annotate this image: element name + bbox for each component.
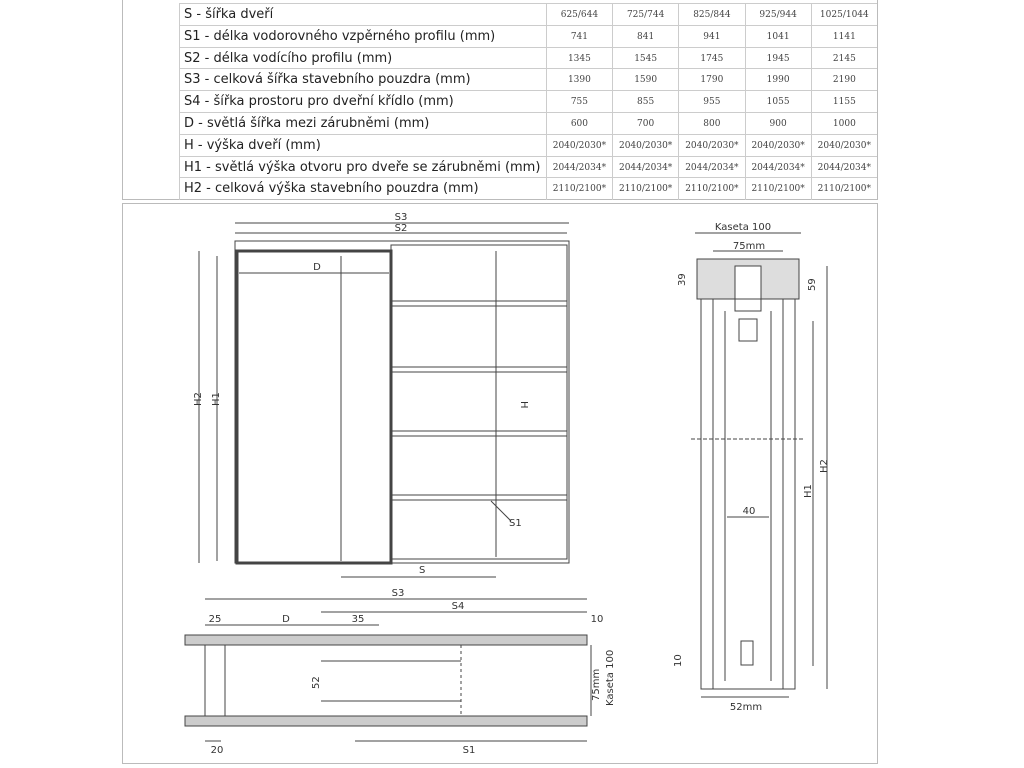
drawing-frame: [122, 203, 878, 764]
row-label: H - výška dveří (mm): [179, 135, 546, 157]
section-40-label: 40: [742, 506, 756, 517]
row-value: 2044/2034*: [745, 157, 811, 179]
row-value: 1345: [546, 48, 612, 70]
row-value: 2190: [811, 69, 877, 91]
plan-s3-label: S3: [391, 588, 405, 599]
row-value: 825/844: [678, 4, 744, 26]
s-label: S: [419, 565, 426, 576]
row-value: 1390: [546, 69, 612, 91]
row-value: 2145: [811, 48, 877, 70]
row-value: 2110/2100*: [745, 178, 811, 200]
row-value: 600: [546, 113, 612, 135]
row-value: 1025/1044: [811, 4, 877, 26]
row-value: 1745: [678, 48, 744, 70]
row-label: H2 - celková výška stavebního pouzdra (mm): [179, 178, 546, 200]
row-value: 700: [612, 113, 678, 135]
row-value: 1990: [745, 69, 811, 91]
row-value: 955: [678, 91, 744, 113]
plan-10-label: 10: [590, 614, 604, 625]
row-label: H1 - světlá výška otvoru pro dveře se zárubněmi (mm): [179, 157, 546, 179]
row-value: 2040/2030*: [811, 135, 877, 157]
table-row: [179, 47, 877, 70]
section-52mm-label: 52mm: [729, 702, 763, 713]
section-h2-label: H2: [819, 459, 830, 473]
row-value: 2044/2034*: [546, 157, 612, 179]
row-value: 855: [612, 91, 678, 113]
table-row: [179, 112, 877, 135]
plan-75mm-label: 75mm: [591, 668, 602, 701]
table-row: [179, 25, 877, 48]
row-value: 1055: [745, 91, 811, 113]
row-value: 1945: [745, 48, 811, 70]
plan-kaseta-label: Kaseta 100: [605, 649, 616, 706]
row-value: 2040/2030*: [612, 135, 678, 157]
plan-view: [185, 588, 616, 756]
section-view: [673, 222, 830, 713]
section-75mm-label: 75mm: [732, 241, 766, 252]
table-row: [179, 90, 877, 113]
row-value: 2110/2100*: [678, 178, 744, 200]
row-value: 2040/2030*: [745, 135, 811, 157]
row-value: 2110/2100*: [546, 178, 612, 200]
section-h1-label: H1: [803, 484, 814, 498]
row-value: 1545: [612, 48, 678, 70]
s1-label: S1: [509, 518, 522, 529]
front-view: [193, 212, 569, 577]
technical-drawing: [123, 204, 877, 763]
row-value: 841: [612, 26, 678, 48]
plan-s4-label: S4: [451, 601, 465, 612]
section-39-label: 39: [677, 273, 688, 286]
h1-label: H1: [211, 392, 222, 406]
plan-25-label: 25: [208, 614, 222, 625]
row-value: 1141: [811, 26, 877, 48]
dimensions-table: [122, 0, 878, 200]
row-label: S3 - celková šířka stavebního pouzdra (mm): [179, 69, 546, 91]
h-label: H: [518, 401, 529, 409]
row-label: S - šířka dveří: [179, 4, 546, 26]
row-value: 2044/2034*: [612, 157, 678, 179]
table-row: [179, 68, 877, 91]
table-row: [179, 156, 877, 179]
row-value: 1155: [811, 91, 877, 113]
table-row: [179, 177, 877, 200]
plan-d-label: D: [282, 614, 290, 625]
table-row: [179, 3, 877, 26]
row-value: 625/644: [546, 4, 612, 26]
s2-label: S2: [394, 223, 408, 234]
row-value: 755: [546, 91, 612, 113]
row-value: 941: [678, 26, 744, 48]
row-label: S1 - délka vodorovného vzpěrného profilu (mm): [179, 26, 546, 48]
row-value: 2110/2100*: [612, 178, 678, 200]
row-label: S4 - šířka prostoru pro dveřní křídlo (mm): [179, 91, 546, 113]
row-value: 1590: [612, 69, 678, 91]
row-value: 2040/2030*: [546, 135, 612, 157]
section-kaseta-label: Kaseta 100: [714, 222, 772, 233]
table-row: [179, 134, 877, 157]
section-59-label: 59: [807, 278, 818, 291]
section-10-label: 10: [673, 654, 684, 667]
s3-label: S3: [394, 212, 408, 223]
row-value: 2110/2100*: [811, 178, 877, 200]
row-value: 1041: [745, 26, 811, 48]
row-value: 900: [745, 113, 811, 135]
row-value: 925/944: [745, 4, 811, 26]
row-value: 1790: [678, 69, 744, 91]
d-label: D: [313, 262, 321, 273]
plan-52-label: 52: [311, 676, 322, 689]
row-value: 2040/2030*: [678, 135, 744, 157]
row-value: 800: [678, 113, 744, 135]
plan-s1-label: S1: [462, 745, 476, 756]
row-label: D - světlá šířka mezi zárubněmi (mm): [179, 113, 546, 135]
row-value: 741: [546, 26, 612, 48]
h2-label: H2: [193, 392, 204, 406]
row-value: 2044/2034*: [811, 157, 877, 179]
plan-20-label: 20: [210, 745, 224, 756]
plan-35-label: 35: [351, 614, 365, 625]
row-value: 725/744: [612, 4, 678, 26]
row-value: 1000: [811, 113, 877, 135]
row-label: S2 - délka vodícího profilu (mm): [179, 48, 546, 70]
row-value: 2044/2034*: [678, 157, 744, 179]
